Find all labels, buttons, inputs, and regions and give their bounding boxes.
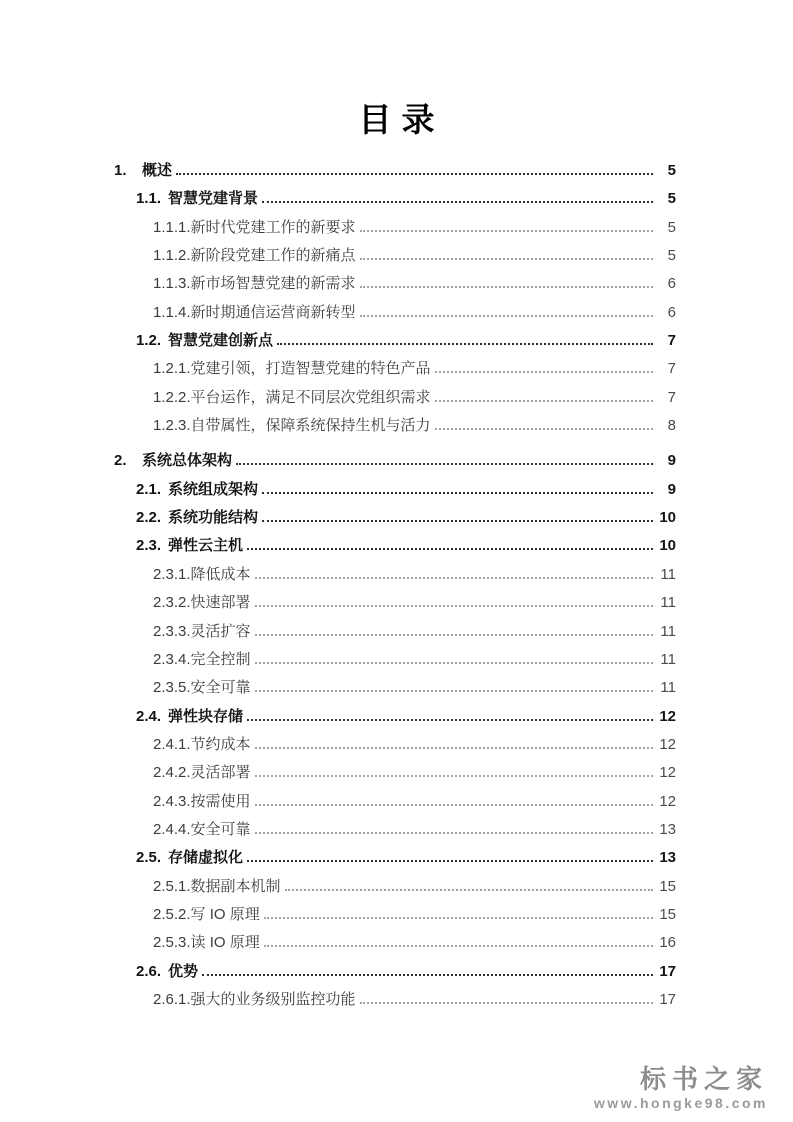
toc-entry-label: 系统功能结构 <box>168 509 259 527</box>
toc-entry-number: 2.1. <box>136 480 162 498</box>
toc-entry-number: 1.1. <box>136 190 162 208</box>
toc-entry-number: 2.3.2. <box>153 594 191 612</box>
toc-dot-leader <box>435 400 653 402</box>
toc-entry-number: 1.2.2. <box>153 388 191 406</box>
toc-entry[interactable] <box>114 299 676 327</box>
toc-entry-label: 灵活扩容 <box>190 622 251 640</box>
toc-entry-number: 2.4.2. <box>153 764 191 782</box>
toc-entry-label: 数据副本机制 <box>190 877 281 895</box>
toc-entry-number: 1.1.3. <box>153 275 191 293</box>
toc-entry-label: 安全可靠 <box>190 679 251 697</box>
toc-entry-page-number: 11 <box>660 622 676 640</box>
toc-entry-page-number: 11 <box>660 594 676 612</box>
toc-dot-leader <box>255 605 653 607</box>
toc-entry[interactable] <box>114 646 676 674</box>
toc-entry-number: 2.4.3. <box>153 792 191 810</box>
toc-entry-label: 新市场智慧党建的新需求 <box>190 275 356 293</box>
toc-entry-page-number: 7 <box>667 360 676 378</box>
toc-entry-page-number: 11 <box>660 650 676 668</box>
toc-entry-page-number: 15 <box>659 877 676 895</box>
toc-dot-leader <box>262 201 653 203</box>
toc-entry-number: 2.3.3. <box>153 622 191 640</box>
toc-entry[interactable] <box>114 618 676 646</box>
watermark-brand-logo: 标书之家 <box>639 1064 768 1094</box>
toc-entry[interactable] <box>114 589 676 617</box>
toc-entry[interactable] <box>114 270 676 298</box>
toc-dot-leader <box>360 1002 653 1004</box>
toc-list <box>114 157 676 1014</box>
toc-entry-page-number: 16 <box>659 934 676 952</box>
toc-entry-label: 系统总体架构 <box>142 452 233 470</box>
toc-entry[interactable] <box>114 327 676 355</box>
toc-entry-page-number: 6 <box>667 303 676 321</box>
toc-entry-number: 2.4. <box>136 707 162 725</box>
watermark-site-url: www.hongke98.com <box>593 1095 768 1111</box>
toc-entry-number: 2.2. <box>136 509 162 527</box>
toc-entry-page-number: 7 <box>667 388 676 406</box>
toc-entry-label: 新时代党建工作的新要求 <box>190 218 356 236</box>
toc-entry-page-number: 5 <box>667 247 676 265</box>
toc-entry-number: 1.1.4. <box>153 303 191 321</box>
toc-dot-leader <box>285 889 653 891</box>
toc-entry-label: 弹性云主机 <box>168 537 244 555</box>
toc-entry-label: 写 IO 原理 <box>190 905 260 923</box>
toc-entry-number: 2.3. <box>136 537 162 555</box>
toc-entry[interactable] <box>114 185 676 213</box>
toc-entry[interactable] <box>114 901 676 929</box>
toc-dot-leader <box>264 945 653 947</box>
toc-entry-label: 优势 <box>168 962 199 980</box>
toc-entry-label: 党建引领，打造智慧党建的特色产品 <box>190 360 431 378</box>
toc-dot-leader <box>360 286 653 288</box>
toc-entry-number: 2.6. <box>136 962 162 980</box>
toc-entry-label: 快速部署 <box>190 594 251 612</box>
toc-entry-label: 概述 <box>142 162 173 179</box>
toc-dot-leader <box>247 719 653 721</box>
toc-entry[interactable] <box>114 504 676 532</box>
toc-entry[interactable] <box>114 788 676 816</box>
toc-entry-page-number: 12 <box>659 707 676 725</box>
toc-dot-leader <box>360 258 653 260</box>
toc-entry-number: 1.1.2. <box>153 247 191 265</box>
toc-entry-label: 新阶段党建工作的新痛点 <box>190 247 356 265</box>
toc-entry-number: 2.4.4. <box>153 820 191 838</box>
toc-entry-label: 读 IO 原理 <box>190 934 260 952</box>
toc-entry[interactable] <box>114 561 676 589</box>
toc-entry-label: 平台运作，满足不同层次党组织需求 <box>190 388 431 406</box>
toc-entry-page-number: 7 <box>667 332 676 350</box>
toc-entry-page-number: 9 <box>667 452 676 470</box>
toc-entry[interactable] <box>114 731 676 759</box>
toc-dot-leader <box>360 230 653 232</box>
toc-entry-page-number: 8 <box>667 417 676 435</box>
toc-entry-number: 2.5. <box>136 849 162 867</box>
toc-entry[interactable] <box>114 674 676 702</box>
toc-entry-page-number: 11 <box>660 679 676 697</box>
toc-entry-page-number: 6 <box>667 275 676 293</box>
toc-entry-page-number: 10 <box>659 509 676 527</box>
toc-entry-label: 按需使用 <box>190 792 251 810</box>
toc-entry[interactable] <box>114 958 676 986</box>
toc-entry[interactable] <box>114 816 676 844</box>
toc-entry-label: 灵活部署 <box>190 764 251 782</box>
toc-entry-page-number: 13 <box>659 849 676 867</box>
page-title: 目录 <box>358 103 445 139</box>
toc-entry-number: 2.3.4. <box>153 650 191 668</box>
toc-entry[interactable] <box>114 703 676 731</box>
toc-entry[interactable] <box>114 476 676 504</box>
toc-entry-label: 智慧党建创新点 <box>168 332 274 350</box>
toc-entry[interactable] <box>114 157 676 185</box>
toc-entry-number: 2.4.1. <box>153 735 191 753</box>
toc-entry[interactable] <box>114 242 676 270</box>
toc-dot-leader <box>247 548 653 550</box>
toc-dot-leader <box>262 520 653 522</box>
toc-entry-number: 2.3.1. <box>153 565 191 583</box>
toc-dot-leader <box>255 662 653 664</box>
toc-dot-leader <box>264 917 653 919</box>
toc-entry-label: 完全控制 <box>190 650 251 668</box>
toc-entry-label: 智慧党建背景 <box>168 190 259 208</box>
toc-entry-page-number: 5 <box>667 162 676 179</box>
toc-entry-number: 2.6.1. <box>153 990 191 1008</box>
toc-entry[interactable] <box>114 929 676 957</box>
toc-entry[interactable] <box>114 384 676 412</box>
toc-dot-leader <box>255 804 653 806</box>
toc-dot-leader <box>176 173 653 175</box>
toc-entry-number: 1.2.1. <box>153 360 191 378</box>
toc-entry-label: 降低成本 <box>190 565 251 583</box>
toc-entry-number: 2.5.1. <box>153 877 191 895</box>
toc-dot-leader <box>255 577 653 579</box>
toc-entry[interactable] <box>114 447 676 475</box>
toc-entry-page-number: 11 <box>660 565 676 583</box>
toc-dot-leader <box>255 690 653 692</box>
toc-entry[interactable] <box>114 214 676 242</box>
toc-entry[interactable] <box>114 873 676 901</box>
toc-entry-page-number: 17 <box>659 962 676 980</box>
toc-entry-page-number: 9 <box>667 480 676 498</box>
toc-entry-label: 新时期通信运营商新转型 <box>190 303 356 321</box>
toc-entry-number: 2.5.3. <box>153 934 191 952</box>
toc-entry[interactable] <box>114 759 676 787</box>
toc-entry-page-number: 12 <box>659 792 676 810</box>
toc-dot-leader <box>247 860 653 862</box>
toc-dot-leader <box>435 428 653 430</box>
toc-entry-number: 2. <box>114 452 127 470</box>
toc-entry-page-number: 5 <box>667 190 676 208</box>
toc-dot-leader <box>255 832 653 834</box>
toc-dot-leader <box>255 747 653 749</box>
toc-entry-page-number: 13 <box>659 820 676 838</box>
toc-entry-page-number: 12 <box>659 735 676 753</box>
watermark <box>594 1066 768 1110</box>
toc-entry[interactable] <box>114 532 676 560</box>
toc-entry[interactable] <box>114 844 676 872</box>
toc-entry-label: 系统组成架构 <box>168 480 259 498</box>
toc-entry-number: 1.2.3. <box>153 417 191 435</box>
toc-entry-page-number: 10 <box>659 537 676 555</box>
toc-dot-leader <box>236 463 653 465</box>
toc-entry-page-number: 12 <box>659 764 676 782</box>
toc-entry-label: 安全可靠 <box>190 820 251 838</box>
toc-entry[interactable] <box>114 412 676 440</box>
toc-entry-label: 节约成本 <box>190 735 251 753</box>
toc-entry-number: 1. <box>114 162 127 179</box>
toc-entry-number: 1.2. <box>136 332 162 350</box>
toc-entry-label: 强大的业务级别监控功能 <box>190 990 356 1008</box>
toc-entry-page-number: 17 <box>659 990 676 1008</box>
toc-dot-leader <box>262 492 653 494</box>
toc-entry-number: 2.3.5. <box>153 679 191 697</box>
toc-entry-number: 2.5.2. <box>153 905 191 923</box>
toc-dot-leader <box>255 634 653 636</box>
toc-dot-leader <box>202 974 653 976</box>
toc-entry-number: 1.1.1. <box>153 218 191 236</box>
toc-dot-leader <box>255 775 653 777</box>
toc-entry-page-number: 15 <box>659 905 676 923</box>
toc-entry-label: 自带属性，保障系统保持生机与活力 <box>190 417 431 435</box>
toc-dot-leader <box>360 315 653 317</box>
toc-dot-leader <box>435 371 653 373</box>
toc-dot-leader <box>277 343 653 345</box>
toc-entry[interactable] <box>114 986 676 1014</box>
toc-entry-page-number: 5 <box>667 218 676 236</box>
toc-entry[interactable] <box>114 355 676 383</box>
toc-entry-label: 弹性块存储 <box>168 707 244 725</box>
toc-entry-label: 存储虚拟化 <box>168 849 244 867</box>
